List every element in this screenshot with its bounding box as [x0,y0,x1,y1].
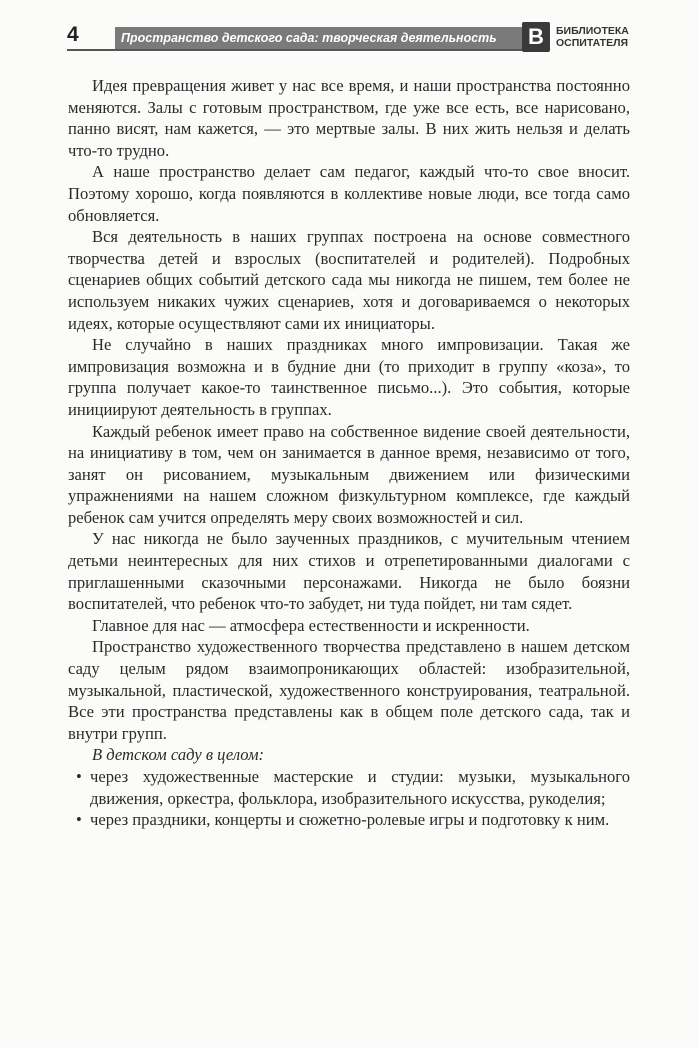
paragraph: У нас никогда не было заученных праздников, с мучительным чтением детьми неинтересных для них стихов и отрепетированными диалогами с приглашенными сказочными персонажами. Никогда не было боязни воспитателей, что ребенок что-то забудет, ни туда пойдет, ни там сядет. [68,529,630,614]
list-item [68,809,630,831]
running-title: Пространство детского сада: творческая деятельность [115,27,535,49]
paragraph: А наше пространство делает сам педагог, каждый что-то свое вносит. Поэтому хорошо, когда появляются в коллективе новые люди, все тогда само обновляется. [68,162,630,225]
list-item-text: через праздники, концерты и сюжетно-ролевые игры и подготовку к ним. [90,810,610,830]
paragraph: Главное для нас — атмосфера естественности и искренности. [92,615,530,635]
subheading: В детском саду в целом: [92,745,265,765]
logo-line-1: БИБЛИОТЕКА [556,25,629,37]
bullet-icon: • [76,767,82,786]
header-rule [67,49,537,51]
bullet-icon: • [76,810,82,830]
paragraph: Пространство художественного творчества представлено в нашем детском саду целым рядом взаимопроникающих областей: изобразительной, музыкальной, пластической, художественного конструирования, театральной. Все эти пространства представлены как в общем поле детского сада, так и внутри групп. [68,637,630,743]
series-logo-text [556,25,636,49]
paragraph: Идея превращения живет у нас все время, и наши пространства постоянно меняются. Залы с готовым пространством, где уже все есть, все нарисовано, панно висят, нам кажется, — это мертвые залы. В них жить нельзя и делать что-то трудно. [68,76,630,160]
page-number: 4 [67,23,79,46]
bullet-list [68,766,630,831]
list-item [68,766,630,809]
list-item-text: через художественные мастерские и студии: музыки, музыкального движения, оркестра, фольклора, изобразительного искусства, рукоделия; [90,767,630,808]
page-body [68,75,630,831]
series-logo-icon: В [522,22,550,52]
paragraph: Каждый ребенок имеет право на собственное видение своей деятельности, на инициативу в том, чем он занимается в данное время, независимо от того, занят он рисованием, музыкальным движением или физическими упражнениями на нашем сложном физкультурном комплексе, где каждый ребенок сам учится определять меру своих возможностей и сил. [68,421,630,527]
paragraph: Вся деятельность в наших группах построена на основе совместного творчества детей и взрослых (воспитателей и родителей). Подробных сценариев общих событий детского сада мы никогда не пишем, тем более не используем никаких чужих сценариев, хотя и договариваемся о некоторых идеях, которые осуществляют сами их инициаторы. [68,227,630,333]
running-header [67,22,632,56]
logo-line-2: ОСПИТАТЕЛЯ [556,37,628,49]
paragraph: Не случайно в наших праздниках много импровизации. Такая же импровизация возможна и в будние дни (то приходит в группу «коза», то группа получает какое-то таинственное письмо...). Это события, которые инициируют деятельность в группах. [68,335,630,419]
